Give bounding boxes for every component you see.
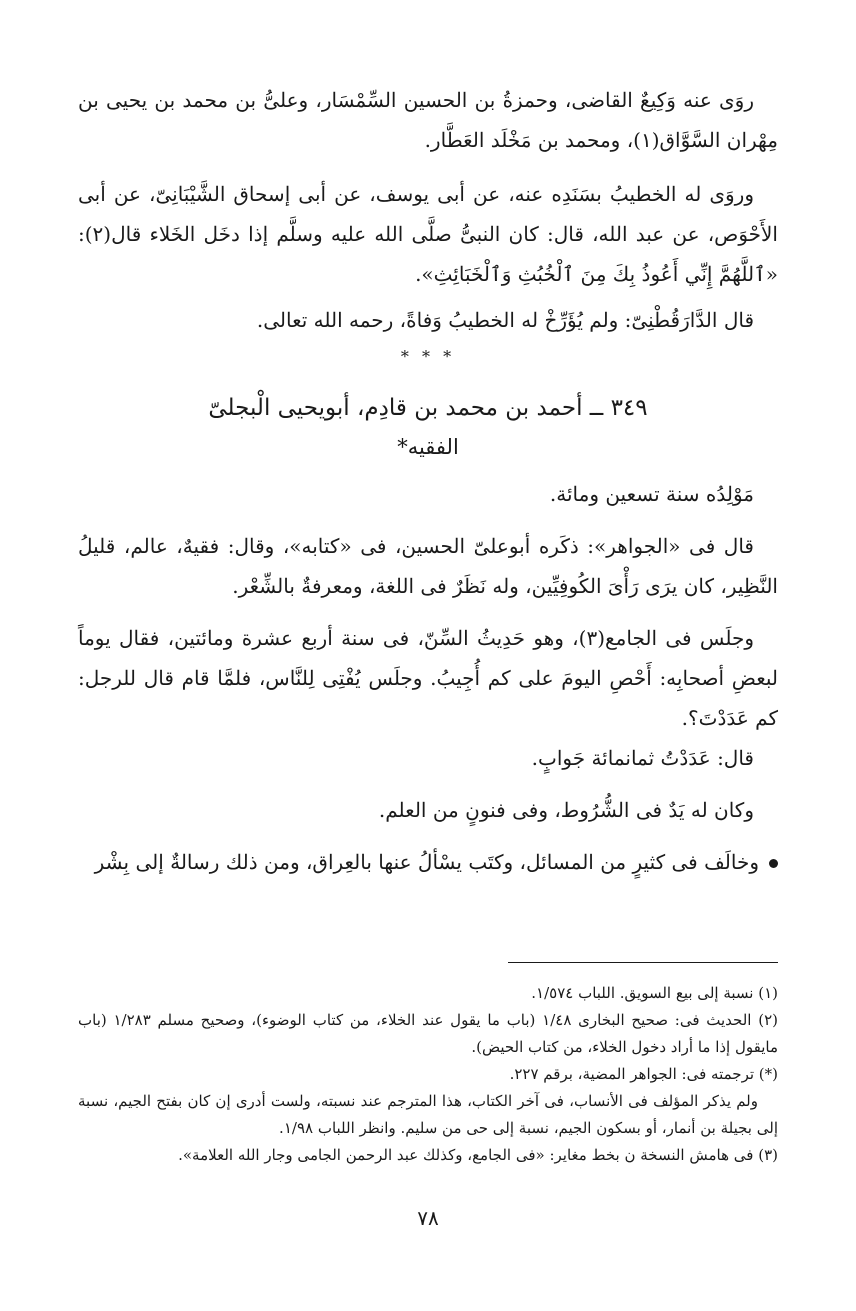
paragraph-birth: مَوْلِدُه سنة تسعين ومائة. (549, 482, 754, 506)
paragraph-answer: قال: عَدَدْتُ ثمانمائة جَوابٍ. (531, 746, 754, 770)
footnote-1: (١) نسبة إلى بيع السويق. اللباب ١/٥٧٤. (531, 984, 778, 1002)
bullet-icon (769, 859, 778, 868)
footnote-3: (٣) فى هامش النسخة ن بخط مغاير: «فى الجامع، وكذلك عبد الرحمن الجامى وجار الله العلامة». (178, 1146, 778, 1164)
paragraph-jawahir: قال فى «الجواهر»: ذكَره أبوعلىّ الحسين، فى «كتابه»، وقال: فقيهٌ، عالم، قليلُ النَّظِير، كان يرَى رَأْىَ الكُوفِيِّين، وله نَظَرٌ فى اللغة، ومعرفةٌ بالشِّعْر. (78, 534, 778, 598)
paragraph-bullet-text: وخالَف فى كثيرٍ من المسائل، وكتَب يسْألُ عنها بالعِراق، ومن ذلك رسالةٌ إلى بِشْر (94, 850, 759, 874)
entry-subheading: الفقيه* (397, 435, 459, 459)
paragraph-bullet (78, 842, 778, 882)
paragraph-hadith: وروَى له الخطيبُ بسَنَدِه عنه، عن أبى يوسف، عن أبى إسحاق الشَّيْبَانِىّ، عن أبى الأَحْوَص، عن عبد الله، قال: كان النبىُّ صلَّى الله عليه وسلَّم إذا دخَل الخَلاء قال(٢): «ٱللَّهُمَّ إِنِّي أَعُوذُ بِكَ مِنَ ٱلْخُبُثِ وَٱلْخَبَائِثِ». (78, 182, 778, 286)
footnote-divider (508, 962, 778, 963)
page-number: ٧٨ (417, 1206, 439, 1230)
entry-heading: ٣٤٩ ــ أحمد بن محمد بن قادِم، أبويحيى الْبجلىّ (208, 395, 648, 421)
footnote-star: (*) ترجمته فى: الجواهر المضية، برقم ٢٢٧. (509, 1065, 778, 1083)
main-text (78, 80, 778, 882)
footnotes (78, 980, 778, 1169)
paragraph-shurut: وكان له يَدٌ فى الشُّرُوط، وفى فنونٍ من العلم. (378, 798, 754, 822)
footnote-star-note: ولم يذكر المؤلف فى الأنساب، فى آخر الكتاب، هذا المترجم عند نسبته، ولست أدرى إن كان بفتح الجيم، نسبة إلى بجيلة بن أنمار، أو بسكون الجيم، نسبة إلى حى من سليم. وانظر اللباب ١/٩٨. (78, 1092, 778, 1137)
paragraph-mosque: وجلَس فى الجامع(٣)، وهو حَدِيثُ السِّنّ، فى سنة أربع عشرة ومائتين، فقال يوماً لبعضِ أصحابِه: أَحْصِ اليومَ على كم أُجِيبُ. وجلَس يُفْتِى لِلنَّاس، فلمَّا قام قال للرجل: كم عَدَدْتَ؟. (78, 626, 778, 730)
paragraph-daraqutni: قال الدَّارَقُطْنِىّ: ولم يُؤَرِّخْ له الخطيبُ وَفاةً، رحمه الله تعالى. (256, 308, 754, 332)
paragraph-narrators: روَى عنه وَكِيعٌ القاضى، وحمزةُ بن الحسين السِّمْسَار، وعلىُّ بن محمد بن يحيى بن مِهْران السَّوَّاق(١)، ومحمد بن مَخْلَد العَطَّار. (78, 88, 778, 152)
footnote-2: (٢) الحديث فى: صحيح البخارى ١/٤٨ (باب ما يقول عند الخلاء، من كتاب الوضوء)، وصحيح مسلم ١/٢٨٣ (باب مايقول إذا ما أراد دخول الخلاء، من كتاب الحيض). (78, 1011, 778, 1056)
section-separator: * * * (400, 347, 456, 366)
